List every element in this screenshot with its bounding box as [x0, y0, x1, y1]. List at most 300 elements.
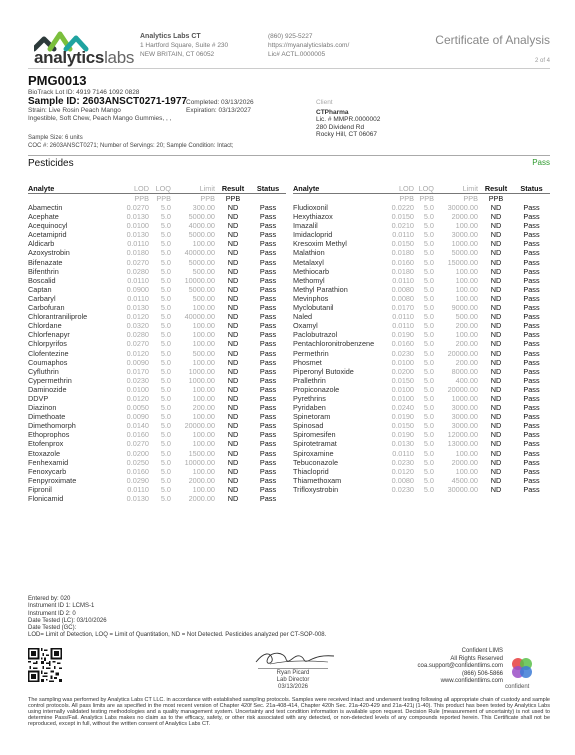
- results-body-left: [28, 194, 286, 504]
- cell-analyte: DDVP: [28, 393, 49, 403]
- cell-limit: 4500.00: [451, 475, 478, 485]
- table-row: [293, 376, 550, 385]
- cell-limit: 1000.00: [451, 393, 478, 403]
- cell-limit: 30000.00: [447, 484, 478, 494]
- cell-loq: 5.0: [160, 275, 171, 285]
- cell-loq: 5.0: [160, 248, 171, 258]
- unit-lod: PPB: [381, 194, 415, 204]
- cell-result: ND: [490, 348, 502, 358]
- cell-status: Pass: [259, 393, 277, 403]
- cell-result: ND: [227, 321, 239, 331]
- cell-loq: 5.0: [160, 203, 171, 212]
- cell-result: ND: [490, 357, 502, 367]
- cell-analyte: Spinosad: [293, 421, 324, 431]
- cell-limit: 100.00: [455, 466, 478, 476]
- cell-lod: 0.0150: [391, 375, 414, 385]
- cell-limit: 400.00: [455, 375, 478, 385]
- page-number: 2 of 4: [534, 58, 550, 64]
- table-row: [293, 267, 550, 276]
- table-row: [28, 449, 286, 458]
- cell-lod: 0.0160: [126, 466, 149, 476]
- cell-status: Pass: [259, 203, 277, 212]
- sample-size: Sample Size: 6 units: [28, 135, 83, 141]
- cell-limit: 100.00: [455, 275, 478, 285]
- cell-result: ND: [227, 348, 239, 358]
- unit-limit: PPB: [435, 194, 479, 204]
- table-row: [293, 449, 550, 458]
- cell-limit: 100.00: [455, 293, 478, 303]
- cell-status: Pass: [523, 239, 540, 249]
- cell-limit: 500.00: [192, 348, 215, 358]
- table-row: [28, 230, 286, 239]
- cell-status: Pass: [523, 303, 540, 313]
- cell-analyte: Chlorfenapyr: [28, 330, 70, 340]
- cell-loq: 5.0: [423, 430, 434, 440]
- cell-status: Pass: [259, 439, 277, 449]
- cell-status: Pass: [259, 357, 277, 367]
- cell-analyte: Chlordane: [28, 321, 62, 331]
- table-row: [28, 203, 286, 212]
- cell-lod: 0.0230: [391, 348, 414, 358]
- cell-analyte: Fludioxonil: [293, 203, 328, 212]
- table-row: [293, 258, 550, 267]
- cell-status: Pass: [259, 284, 277, 294]
- cell-lod: 0.0080: [391, 284, 414, 294]
- cell-limit: 5000.00: [188, 284, 215, 294]
- cell-result: ND: [490, 312, 502, 322]
- entered-by: Entered by: 020: [28, 596, 71, 602]
- cell-analyte: Bifenazate: [28, 257, 63, 267]
- cell-analyte: Acephate: [28, 212, 59, 222]
- cell-loq: 5.0: [160, 484, 171, 494]
- cell-result: ND: [227, 439, 239, 449]
- table-row: [293, 339, 550, 348]
- cell-status: Pass: [523, 475, 540, 485]
- cell-status: Pass: [259, 448, 277, 458]
- cell-lod: 0.0050: [126, 403, 149, 413]
- col-status: Status: [520, 184, 543, 193]
- table-row: [293, 349, 550, 358]
- cell-analyte: Diazinon: [28, 403, 57, 413]
- cell-limit: 1000.00: [188, 375, 215, 385]
- cell-status: Pass: [523, 257, 540, 267]
- cell-lod: 0.0170: [391, 303, 414, 313]
- cell-loq: 5.0: [160, 230, 171, 240]
- cell-limit: 100.00: [455, 221, 478, 231]
- cell-limit: 5000.00: [188, 257, 215, 267]
- unit-loq: PPB: [415, 194, 435, 204]
- cell-status: Pass: [523, 366, 540, 376]
- cell-loq: 5.0: [160, 348, 171, 358]
- cell-status: Pass: [523, 266, 540, 276]
- cell-status: Pass: [259, 494, 277, 503]
- cell-result: ND: [490, 457, 502, 467]
- qr-code-icon[interactable]: [28, 648, 62, 682]
- cell-lod: 0.0110: [392, 230, 414, 240]
- lims-website[interactable]: www.confidentlims.com: [440, 678, 503, 684]
- table-row: [28, 412, 286, 421]
- cell-limit: 100.00: [192, 430, 215, 440]
- cell-analyte: Propiconazole: [293, 384, 340, 394]
- cell-result: ND: [227, 412, 239, 422]
- cell-lod: 0.0200: [391, 366, 414, 376]
- cell-limit: 100.00: [455, 266, 478, 276]
- cell-result: ND: [490, 248, 502, 258]
- cell-lod: 0.0160: [391, 339, 414, 349]
- cell-loq: 5.0: [160, 457, 171, 467]
- cell-lod: 0.0290: [126, 475, 149, 485]
- table-row: [28, 476, 286, 485]
- cell-loq: 5.0: [423, 203, 434, 212]
- cell-loq: 5.0: [423, 275, 434, 285]
- cell-limit: 3000.00: [451, 412, 478, 422]
- cell-analyte: Spirotetramat: [293, 439, 337, 449]
- cell-loq: 5.0: [423, 312, 434, 322]
- cell-loq: 5.0: [160, 393, 171, 403]
- cell-loq: 5.0: [423, 239, 434, 249]
- cell-result: ND: [490, 439, 502, 449]
- table-row: [28, 467, 286, 476]
- cell-lod: 0.0080: [391, 293, 414, 303]
- cell-loq: 5.0: [423, 412, 434, 422]
- cell-loq: 5.0: [423, 339, 434, 349]
- cell-result: ND: [227, 293, 239, 303]
- cell-status: Pass: [523, 248, 540, 258]
- cell-result: ND: [490, 266, 502, 276]
- batch-id: BioTrack Lot ID: 4919 7146 1092 0828: [28, 89, 140, 96]
- cell-status: Pass: [259, 266, 277, 276]
- cell-analyte: Naled: [293, 312, 313, 322]
- cell-loq: 5.0: [423, 466, 434, 476]
- cell-analyte: Kresoxim Methyl: [293, 239, 347, 249]
- cell-analyte: Fenoxycarb: [28, 466, 67, 476]
- cell-status: Pass: [523, 448, 540, 458]
- cell-result: ND: [227, 448, 239, 458]
- sample-dates: [186, 99, 254, 115]
- signature-image: [250, 646, 340, 670]
- cell-result: ND: [227, 384, 239, 394]
- cell-lod: 0.0130: [126, 212, 149, 222]
- cell-status: Pass: [259, 212, 277, 222]
- lims-email[interactable]: coa.support@confidentlims.com: [417, 663, 503, 669]
- cell-result: ND: [227, 475, 239, 485]
- signer-title: Lab Director: [276, 677, 310, 683]
- cell-analyte: Phosmet: [293, 357, 322, 367]
- cell-result: ND: [227, 248, 239, 258]
- cell-limit: 3000.00: [451, 421, 478, 431]
- cell-analyte: Pyrethrins: [293, 393, 326, 403]
- cell-status: Pass: [523, 375, 540, 385]
- cell-loq: 5.0: [423, 266, 434, 276]
- cell-analyte: Malathion: [293, 248, 325, 258]
- cell-status: Pass: [259, 239, 277, 249]
- header-divider: [28, 68, 550, 69]
- cell-result: ND: [490, 393, 502, 403]
- table-row: [28, 221, 286, 230]
- cell-result: ND: [490, 403, 502, 413]
- cell-lod: 0.0900: [126, 284, 149, 294]
- lab-address-1: 1 Hartford Square, Suite # 230: [140, 42, 229, 49]
- cell-analyte: Cyfluthrin: [28, 366, 59, 376]
- cell-limit: 100.00: [192, 339, 215, 349]
- cell-loq: 5.0: [160, 403, 171, 413]
- cell-result: ND: [490, 375, 502, 385]
- cell-loq: 5.0: [423, 475, 434, 485]
- table-row: [28, 285, 286, 294]
- cell-result: ND: [227, 284, 239, 294]
- cell-loq: 5.0: [160, 430, 171, 440]
- table-header-row: [28, 184, 286, 194]
- signer-block: [260, 670, 326, 691]
- cell-analyte: Spinetoram: [293, 412, 331, 422]
- cell-result: ND: [227, 375, 239, 385]
- cell-result: ND: [227, 221, 239, 231]
- instrument-1: Instrument ID 1: LCMS-1: [28, 603, 95, 610]
- cell-limit: 100.00: [192, 321, 215, 331]
- cell-limit: 13000.00: [447, 439, 478, 449]
- table-row: [293, 212, 550, 221]
- cell-limit: 100.00: [192, 439, 215, 449]
- cell-result: ND: [227, 494, 239, 503]
- cell-analyte: Fipronil: [28, 484, 52, 494]
- cell-status: Pass: [523, 230, 540, 240]
- table-row: [293, 430, 550, 439]
- cell-limit: 8000.00: [451, 366, 478, 376]
- cell-analyte: Cypermethrin: [28, 375, 72, 385]
- cell-result: ND: [490, 321, 502, 331]
- client-city: Rocky Hill, CT 06067: [316, 131, 377, 138]
- cell-analyte: Clofentezine: [28, 348, 69, 358]
- cell-analyte: Carbofuran: [28, 303, 65, 313]
- cell-loq: 5.0: [160, 357, 171, 367]
- logo-wordmark: [34, 48, 134, 68]
- cell-status: Pass: [259, 330, 277, 340]
- cell-loq: 5.0: [423, 303, 434, 313]
- cell-analyte: Trifloxystrobin: [293, 484, 339, 494]
- cell-analyte: Flonicamid: [28, 494, 64, 503]
- cell-limit: 100.00: [192, 357, 215, 367]
- date-tested-gc: Date Tested (GC):: [28, 625, 77, 632]
- cell-result: ND: [490, 421, 502, 431]
- lims-name: Confident LIMS: [461, 648, 503, 654]
- cell-loq: 5.0: [423, 330, 434, 340]
- cell-limit: 100.00: [192, 330, 215, 340]
- cell-loq: 5.0: [160, 266, 171, 276]
- cell-limit: 100.00: [192, 484, 215, 494]
- table-row: [293, 467, 550, 476]
- cell-analyte: Chlorpyrifos: [28, 339, 67, 349]
- table-row: [28, 330, 286, 339]
- cell-status: Pass: [523, 339, 540, 349]
- col-result: Result: [221, 184, 245, 193]
- cell-status: Pass: [259, 248, 277, 258]
- cell-limit: 1000.00: [188, 366, 215, 376]
- table-row: [293, 312, 550, 321]
- lab-website[interactable]: https://myanalyticslabs.com/: [268, 42, 350, 49]
- cell-loq: 5.0: [160, 312, 171, 322]
- cell-analyte: Boscalid: [28, 275, 56, 285]
- cell-status: Pass: [259, 230, 277, 240]
- table-row: [293, 385, 550, 394]
- cell-loq: 5.0: [423, 230, 434, 240]
- cell-limit: 100.00: [192, 239, 215, 249]
- cell-limit: 100.00: [455, 448, 478, 458]
- cell-limit: 20000.00: [184, 421, 215, 431]
- table-row: [293, 439, 550, 448]
- client-street: 280 Dividend Rd: [316, 123, 365, 131]
- cell-lod: 0.0190: [391, 430, 414, 440]
- cell-result: ND: [490, 239, 502, 249]
- cell-result: ND: [227, 203, 239, 212]
- cell-limit: 2000.00: [188, 494, 215, 503]
- table-row: [293, 294, 550, 303]
- abbreviation-legend: LOD= Limit of Detection, LOQ = Limit of Quantitation, ND = Not Detected. Pesticides analyzed per CT-SOP-008.: [28, 632, 327, 639]
- table-row: [28, 321, 286, 330]
- cell-lod: 0.0090: [126, 357, 149, 367]
- cell-lod: 0.0190: [391, 412, 414, 422]
- cell-result: ND: [490, 384, 502, 394]
- cell-loq: 5.0: [423, 221, 434, 231]
- cell-limit: 500.00: [455, 312, 478, 322]
- cell-loq: 5.0: [423, 293, 434, 303]
- cell-limit: 500.00: [192, 266, 215, 276]
- cell-status: Pass: [259, 339, 277, 349]
- unit-lod: PPB: [114, 194, 150, 204]
- cell-loq: 5.0: [160, 212, 171, 222]
- cell-limit: 100.00: [192, 412, 215, 422]
- cell-result: ND: [490, 221, 502, 231]
- cell-status: Pass: [523, 439, 540, 449]
- cell-result: ND: [490, 230, 502, 240]
- table-row: [293, 367, 550, 376]
- cell-loq: 5.0: [423, 457, 434, 467]
- cell-status: Pass: [523, 393, 540, 403]
- cell-analyte: Coumaphos: [28, 357, 68, 367]
- cell-analyte: Captan: [28, 284, 52, 294]
- cell-loq: 5.0: [160, 412, 171, 422]
- table-row: [293, 303, 550, 312]
- table-row: [28, 367, 286, 376]
- cell-loq: 5.0: [160, 384, 171, 394]
- cell-analyte: Spiromesifen: [293, 430, 336, 440]
- cell-lod: 0.0250: [126, 457, 149, 467]
- col-loq: LOQ: [418, 184, 434, 193]
- cell-limit: 3000.00: [451, 230, 478, 240]
- cell-result: ND: [490, 466, 502, 476]
- cell-lod: 0.0110: [392, 275, 414, 285]
- cell-analyte: Mevinphos: [293, 293, 329, 303]
- cell-status: Pass: [523, 430, 540, 440]
- cell-status: Pass: [259, 430, 277, 440]
- cell-limit: 5000.00: [188, 212, 215, 222]
- cell-status: Pass: [523, 203, 540, 212]
- lab-address-2: NEW BRITAIN, CT 06052: [140, 51, 215, 58]
- cell-analyte: Methiocarb: [293, 266, 330, 276]
- cell-analyte: Methomyl: [293, 275, 325, 285]
- cell-status: Pass: [523, 457, 540, 467]
- cell-lod: 0.0160: [391, 257, 414, 267]
- cell-loq: 5.0: [160, 284, 171, 294]
- section-divider: [28, 155, 550, 156]
- cell-limit: 30000.00: [447, 203, 478, 212]
- cell-lod: 0.0100: [391, 384, 414, 394]
- cell-result: ND: [227, 266, 239, 276]
- cell-status: Pass: [259, 403, 277, 413]
- table-row: [28, 403, 286, 412]
- cell-lod: 0.0140: [126, 421, 149, 431]
- table-row: [28, 303, 286, 312]
- cell-limit: 200.00: [455, 321, 478, 331]
- cell-loq: 5.0: [423, 357, 434, 367]
- cell-analyte: Paclobutrazol: [293, 330, 338, 340]
- table-row: [28, 276, 286, 285]
- cell-status: Pass: [259, 484, 277, 494]
- cell-analyte: Myclobutanil: [293, 303, 334, 313]
- cell-lod: 0.0110: [392, 312, 414, 322]
- cell-status: Pass: [523, 348, 540, 358]
- cell-status: Pass: [259, 293, 277, 303]
- cell-lod: 0.0100: [391, 393, 414, 403]
- cell-analyte: Tebuconazole: [293, 457, 339, 467]
- lab-contact: [268, 32, 349, 59]
- cell-lod: 0.0230: [391, 484, 414, 494]
- cell-analyte: Imazalil: [293, 221, 318, 231]
- cell-result: ND: [490, 448, 502, 458]
- cell-status: Pass: [259, 221, 277, 231]
- col-limit: Limit: [199, 184, 215, 193]
- cell-loq: 5.0: [160, 439, 171, 449]
- lims-info: [418, 648, 503, 686]
- table-row: [28, 294, 286, 303]
- cell-limit: 20000.00: [447, 384, 478, 394]
- cell-analyte: Pyridaben: [293, 403, 326, 413]
- cell-status: Pass: [523, 275, 540, 285]
- table-row: [293, 330, 550, 339]
- cell-limit: 2000.00: [188, 475, 215, 485]
- table-row: [28, 358, 286, 367]
- cell-lod: 0.0160: [126, 430, 149, 440]
- cell-lod: 0.0100: [391, 357, 414, 367]
- lab-phone: (860) 925-5227: [268, 33, 313, 40]
- table-row: [28, 376, 286, 385]
- table-row: [28, 339, 286, 348]
- cell-lod: 0.0190: [391, 330, 414, 340]
- lims-phone: (866) 506-5866: [461, 670, 503, 677]
- cell-lod: 0.0120: [391, 466, 414, 476]
- cell-limit: 200.00: [455, 339, 478, 349]
- table-row: [28, 485, 286, 494]
- cell-limit: 10000.00: [184, 275, 215, 285]
- col-result: Result: [484, 184, 508, 193]
- cell-limit: 5000.00: [451, 248, 478, 258]
- cell-status: Pass: [259, 421, 277, 431]
- cell-lod: 0.0130: [126, 230, 149, 240]
- logo-primary: analytics: [34, 48, 105, 67]
- cell-analyte: Prallethrin: [293, 375, 326, 385]
- cell-status: Pass: [259, 321, 277, 331]
- unit-result: PPB: [479, 194, 513, 204]
- signer-name: Ryan Picard: [276, 670, 310, 676]
- cell-result: ND: [490, 303, 502, 313]
- confident-logo-text: confident: [505, 684, 530, 690]
- cell-result: ND: [227, 339, 239, 349]
- cell-limit: 10000.00: [184, 457, 215, 467]
- cell-result: ND: [490, 484, 502, 494]
- cell-result: ND: [490, 203, 502, 212]
- col-limit: Limit: [462, 184, 478, 193]
- cell-lod: 0.0130: [126, 494, 149, 503]
- cell-status: Pass: [259, 466, 277, 476]
